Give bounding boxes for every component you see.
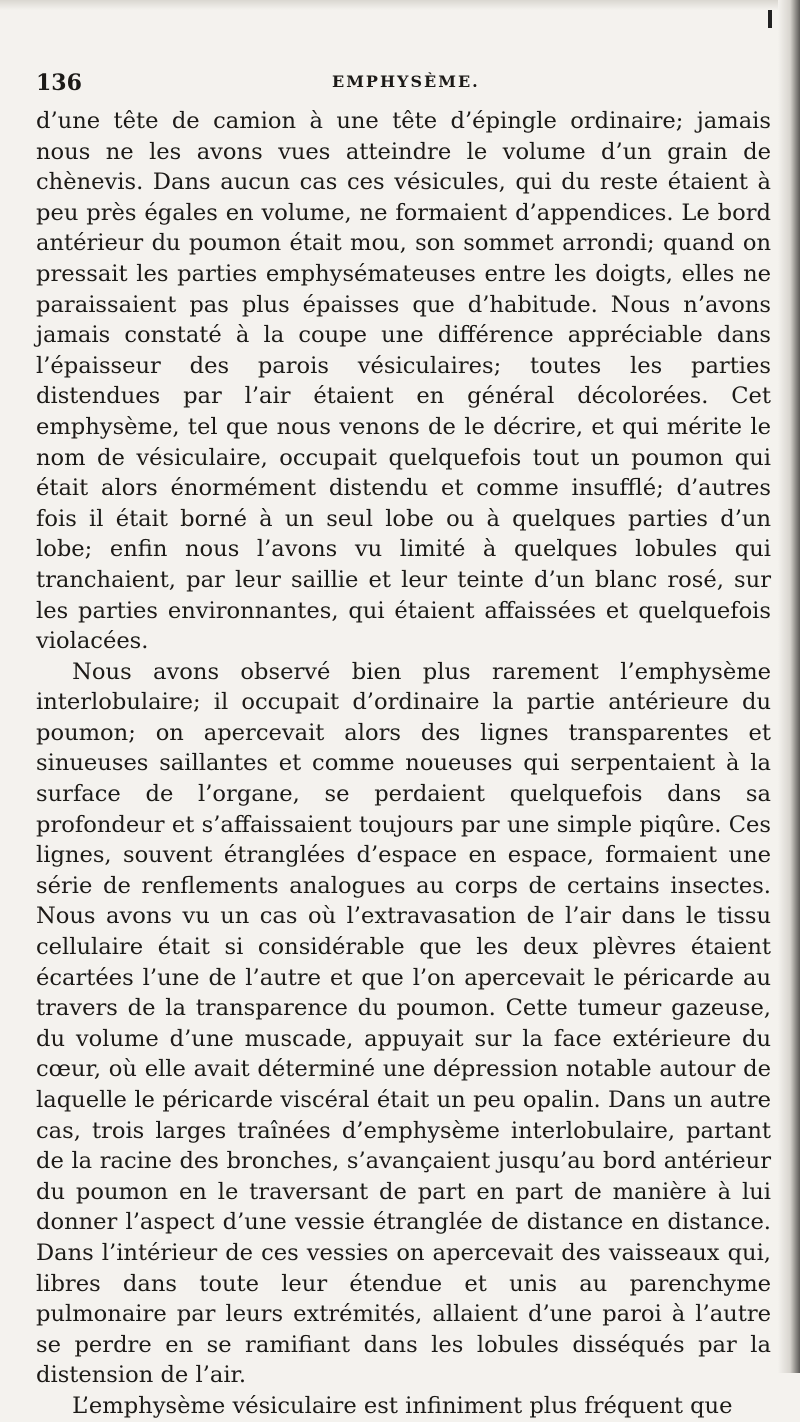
margin-mark bbox=[768, 10, 772, 28]
paragraph-continuation: d’une tête de camion à une tête d’épingle ordinaire; jamais nous ne les avons vues atteindre le volume d’un grain de chènevis. Dans aucun cas ces vésicules, qui du reste étaient à peu près égales en volume, ne formaient d’appendices. Le bord antérieur du poumon était mou, son sommet arrondi; quand on pressait les parties emphysémateuses entre les doigts, elles ne paraissaient pas plus épaisses que d’habitude. Nous n’avons jamais constaté à la coupe une différence appréciable dans l’épaisseur des parois vésiculaires; toutes les parties distendues par l’air étaient en général décolorées. Cet emphysème, tel que nous venons de le décrire, et qui mérite le nom de vésiculaire, occupait quelquefois tout un poumon qui était alors énormément distendu et comme insufflé; d’autres fois il était borné à un seul lobe ou à quelques parties d’un lobe; enfin nous l’avons vu limité à quelques lobules qui tranchaient, par leur saillie et leur teinte d’un blanc rosé, sur les parties environnantes, qui étaient affaissées et quelquefois violacées. bbox=[36, 108, 771, 655]
page-number: 136 bbox=[36, 70, 82, 96]
paragraph-interlobulaire: Nous avons observé bien plus rarement l’emphysème interlobulaire; il occupait d’ordinaire la partie antérieure du poumon; on apercevait alors des lignes transparentes et sinueuses saillantes et comme noueuses qui serpentaient à la surface de l’organe, se perdaient quelquefois dans sa profondeur et s’affaissaient toujours par une simple piqûre. Ces lignes, souvent étranglées d’espace en espace, formaient une série de renflements analogues au corps de certains insectes. Nous avons vu un cas où l’extravasation de l’air dans le tissu cellulaire était si considérable que les deux plèvres étaient écartées l’une de l’autre et que l’on apercevait le péricarde au travers de la transparence du poumon. Cette tumeur gazeuse, du volume d’une muscade, appuyait sur la face extérieure du cœur, où elle avait déterminé une dépression notable autour de laquelle le péricarde viscéral était un peu opalin. Dans un autre cas, trois larges traînées d’emphysème interlobulaire, partant de la racine des bronches, s’avançaient jusqu’au bord antérieur du poumon en le traversant de part en part de manière à lui donner l’aspect d’une vessie étranglée de distance en distance. Dans l’intérieur de ces vessies on apercevait des vaisseaux qui, libres dans toute leur étendue et unis au parenchyme pulmonaire par leurs extrémités, allaient d’une paroi à l’autre se perdre en se ramifiant dans les lobules disséqués par la distension de l’air. bbox=[36, 658, 771, 1389]
book-page bbox=[36, 70, 771, 1422]
page-binding-edge bbox=[778, 0, 800, 1373]
page-top-shadow bbox=[0, 0, 800, 10]
body-text bbox=[36, 106, 771, 1422]
running-title: EMPHYSÈME. bbox=[332, 72, 480, 91]
paragraph-final: L’emphysème vésiculaire est infiniment plus fréquent que bbox=[72, 1392, 733, 1419]
running-head bbox=[36, 70, 771, 106]
